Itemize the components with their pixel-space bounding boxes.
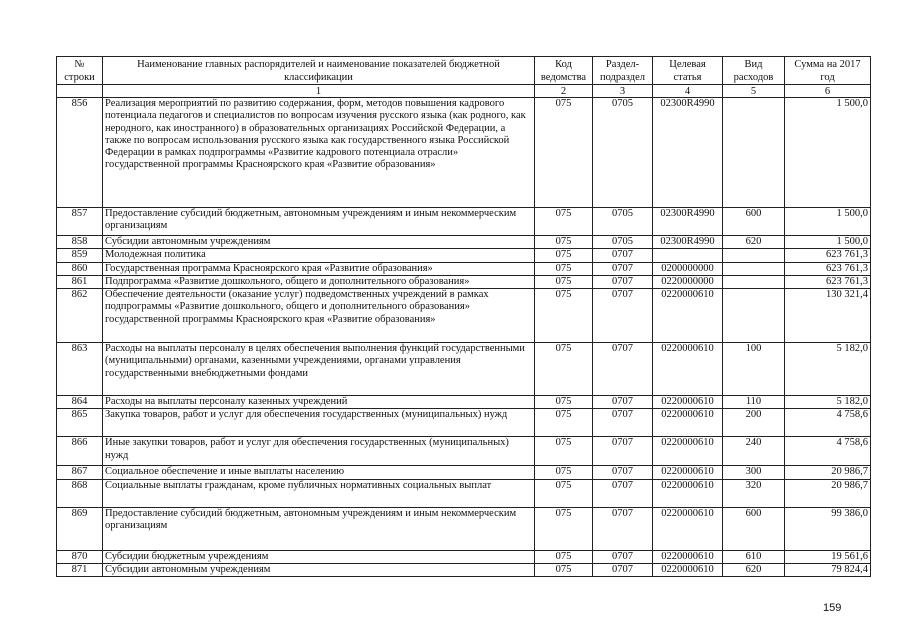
row-target: 0220000610 <box>653 437 723 466</box>
header-row-no: № строки <box>57 57 103 85</box>
row-number: 856 <box>57 98 103 208</box>
header-target: Целевая статья <box>653 57 723 85</box>
index-cell: 6 <box>785 85 871 98</box>
row-section: 0707 <box>593 343 653 396</box>
table-row <box>57 437 871 466</box>
row-target: 0220000610 <box>653 564 723 577</box>
row-section: 0707 <box>593 409 653 437</box>
row-number: 869 <box>57 507 103 550</box>
row-dept-code: 075 <box>535 236 593 249</box>
table-row <box>57 289 871 343</box>
header-amount: Сумма на 2017 год <box>785 57 871 85</box>
row-section: 0705 <box>593 98 653 208</box>
row-amount: 623 761,3 <box>785 262 871 275</box>
row-exp-type <box>723 275 785 288</box>
row-amount: 5 182,0 <box>785 396 871 409</box>
table-row <box>57 208 871 236</box>
row-number: 863 <box>57 343 103 396</box>
row-name: Реализация мероприятий по развитию содержания, форм, методов повышения кадрового потенциала педагогов и специалистов по вопросам изучения русского языка (как родного, как неродного, как иностранного) в образовательных организациях Российской Федерации, а также по вопросам использования русского языка как государственного языка Российской Федерации в рамках подпрограммы «Развитие кадрового потенциала отрасли» государственной программы Красноярского края «Развитие образования» <box>103 98 535 208</box>
row-dept-code: 075 <box>535 479 593 507</box>
index-cell: 3 <box>593 85 653 98</box>
index-cell: 5 <box>723 85 785 98</box>
row-number: 871 <box>57 564 103 577</box>
row-target: 02300R4990 <box>653 208 723 236</box>
row-dept-code: 075 <box>535 208 593 236</box>
row-name: Субсидии автономным учреждениям <box>103 236 535 249</box>
row-exp-type: 620 <box>723 564 785 577</box>
column-index-row <box>57 85 871 98</box>
row-section: 0707 <box>593 275 653 288</box>
table-row <box>57 396 871 409</box>
row-number: 857 <box>57 208 103 236</box>
row-dept-code: 075 <box>535 262 593 275</box>
row-number: 867 <box>57 466 103 479</box>
row-exp-type <box>723 98 785 208</box>
row-section: 0707 <box>593 479 653 507</box>
page-number: 159 <box>823 602 842 614</box>
row-section: 0707 <box>593 466 653 479</box>
budget-table <box>56 56 871 577</box>
row-exp-type: 600 <box>723 507 785 550</box>
row-target: 0220000610 <box>653 343 723 396</box>
row-target: 0200000000 <box>653 262 723 275</box>
row-number: 861 <box>57 275 103 288</box>
row-dept-code: 075 <box>535 550 593 563</box>
table-row <box>57 507 871 550</box>
row-dept-code: 075 <box>535 409 593 437</box>
header-name: Наименование главных распорядителей и наименование показателей бюджетной классификации <box>103 57 535 85</box>
row-section: 0707 <box>593 262 653 275</box>
table-row <box>57 98 871 208</box>
row-target: 02300R4990 <box>653 236 723 249</box>
row-number: 859 <box>57 249 103 262</box>
row-number: 868 <box>57 479 103 507</box>
row-exp-type: 200 <box>723 409 785 437</box>
header-dept-code: Код ведомства <box>535 57 593 85</box>
header-section: Раздел-подраздел <box>593 57 653 85</box>
row-name: Субсидии автономным учреждениям <box>103 564 535 577</box>
row-section: 0705 <box>593 236 653 249</box>
row-dept-code: 075 <box>535 249 593 262</box>
table-row <box>57 550 871 563</box>
row-number: 865 <box>57 409 103 437</box>
row-dept-code: 075 <box>535 396 593 409</box>
table-row <box>57 275 871 288</box>
row-amount: 20 986,7 <box>785 479 871 507</box>
row-amount: 623 761,3 <box>785 275 871 288</box>
row-amount: 19 561,6 <box>785 550 871 563</box>
table-row <box>57 564 871 577</box>
row-exp-type: 600 <box>723 208 785 236</box>
table-row <box>57 479 871 507</box>
row-name: Социальные выплаты гражданам, кроме публичных нормативных социальных выплат <box>103 479 535 507</box>
table-row <box>57 262 871 275</box>
row-section: 0707 <box>593 550 653 563</box>
index-cell: 2 <box>535 85 593 98</box>
header-exp-type: Вид расходов <box>723 57 785 85</box>
row-dept-code: 075 <box>535 275 593 288</box>
row-dept-code: 075 <box>535 98 593 208</box>
row-name: Иные закупки товаров, работ и услуг для обеспечения государственных (муниципальных) нужд <box>103 437 535 466</box>
row-name: Молодежная политика <box>103 249 535 262</box>
row-target: 0220000610 <box>653 396 723 409</box>
header-row <box>57 57 871 85</box>
row-target: 02300R4990 <box>653 98 723 208</box>
row-target <box>653 249 723 262</box>
row-dept-code: 075 <box>535 466 593 479</box>
row-name: Обеспечение деятельности (оказание услуг) подведомственных учреждений в рамках подпрограммы «Развитие дошкольного, общего и дополнительного образования» государственной программы Красноярского края «Развитие образования» <box>103 289 535 343</box>
table-row <box>57 409 871 437</box>
table-row <box>57 249 871 262</box>
row-name: Подпрограмма «Развитие дошкольного, общего и дополнительного образования» <box>103 275 535 288</box>
row-section: 0707 <box>593 564 653 577</box>
row-exp-type: 620 <box>723 236 785 249</box>
row-dept-code: 075 <box>535 564 593 577</box>
row-section: 0705 <box>593 208 653 236</box>
row-amount: 4 758,6 <box>785 409 871 437</box>
row-exp-type: 110 <box>723 396 785 409</box>
row-number: 858 <box>57 236 103 249</box>
row-exp-type <box>723 262 785 275</box>
row-number: 866 <box>57 437 103 466</box>
row-target: 0220000610 <box>653 409 723 437</box>
row-name: Социальное обеспечение и иные выплаты населению <box>103 466 535 479</box>
row-number: 864 <box>57 396 103 409</box>
row-name: Закупка товаров, работ и услуг для обеспечения государственных (муниципальных) нужд <box>103 409 535 437</box>
row-amount: 623 761,3 <box>785 249 871 262</box>
row-exp-type: 320 <box>723 479 785 507</box>
row-section: 0707 <box>593 437 653 466</box>
index-cell <box>57 85 103 98</box>
row-target: 0220000610 <box>653 479 723 507</box>
row-target: 0220000610 <box>653 507 723 550</box>
row-exp-type: 300 <box>723 466 785 479</box>
row-section: 0707 <box>593 396 653 409</box>
row-amount: 1 500,0 <box>785 98 871 208</box>
index-cell: 4 <box>653 85 723 98</box>
row-section: 0707 <box>593 289 653 343</box>
index-cell: 1 <box>103 85 535 98</box>
row-dept-code: 075 <box>535 507 593 550</box>
row-amount: 5 182,0 <box>785 343 871 396</box>
row-amount: 1 500,0 <box>785 208 871 236</box>
row-dept-code: 075 <box>535 437 593 466</box>
row-amount: 20 986,7 <box>785 466 871 479</box>
row-amount: 79 824,4 <box>785 564 871 577</box>
row-section: 0707 <box>593 507 653 550</box>
row-exp-type: 240 <box>723 437 785 466</box>
row-name: Субсидии бюджетным учреждениям <box>103 550 535 563</box>
row-exp-type <box>723 289 785 343</box>
row-target: 0220000000 <box>653 275 723 288</box>
row-name: Предоставление субсидий бюджетным, автономным учреждениям и иным некоммерческим организациям <box>103 507 535 550</box>
row-name: Предоставление субсидий бюджетным, автономным учреждениям и иным некоммерческим организациям <box>103 208 535 236</box>
row-name: Государственная программа Красноярского края «Развитие образования» <box>103 262 535 275</box>
row-number: 870 <box>57 550 103 563</box>
row-target: 0220000610 <box>653 466 723 479</box>
row-exp-type: 610 <box>723 550 785 563</box>
row-name: Расходы на выплаты персоналу казенных учреждений <box>103 396 535 409</box>
table-row <box>57 236 871 249</box>
row-target: 0220000610 <box>653 289 723 343</box>
row-name: Расходы на выплаты персоналу в целях обеспечения выполнения функций государственными (муниципальными) органами, казенными учреждениями, органами управления государственными внебюджетными фондами <box>103 343 535 396</box>
row-number: 862 <box>57 289 103 343</box>
row-dept-code: 075 <box>535 343 593 396</box>
row-amount: 4 758,6 <box>785 437 871 466</box>
row-exp-type: 100 <box>723 343 785 396</box>
row-target: 0220000610 <box>653 550 723 563</box>
table-row <box>57 466 871 479</box>
row-amount: 99 386,0 <box>785 507 871 550</box>
row-dept-code: 075 <box>535 289 593 343</box>
row-amount: 130 321,4 <box>785 289 871 343</box>
row-number: 860 <box>57 262 103 275</box>
table-row <box>57 343 871 396</box>
row-section: 0707 <box>593 249 653 262</box>
row-exp-type <box>723 249 785 262</box>
row-amount: 1 500,0 <box>785 236 871 249</box>
